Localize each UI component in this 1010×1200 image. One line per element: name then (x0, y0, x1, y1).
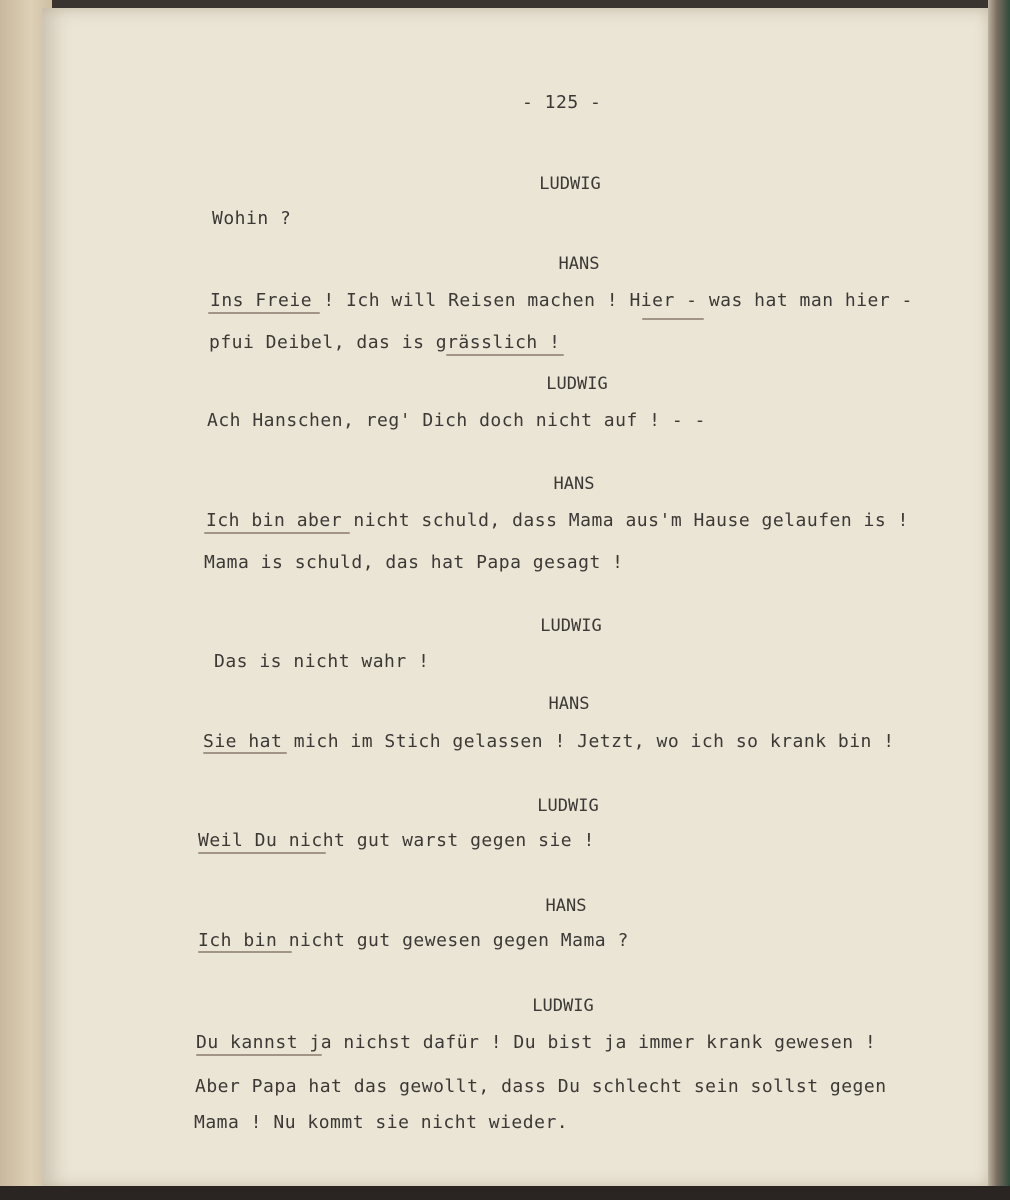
dialogue-line: Du kannst ja nichst dafür ! Du bist ja immer krank gewesen ! (196, 1032, 877, 1053)
dialogue-line: Ach Hanschen, reg' Dich doch nicht auf ! - - (207, 410, 706, 431)
speaker-name: LUDWIG (540, 616, 602, 636)
speaker-name: LUDWIG (546, 374, 608, 394)
pencil-underline (203, 752, 287, 754)
dialogue-line: Mama ! Nu kommt sie nicht wieder. (194, 1112, 569, 1133)
page-stack-edge (988, 0, 1010, 1200)
speaker-name: HANS (553, 474, 595, 494)
pencil-underline (204, 532, 350, 534)
speaker-name: LUDWIG (539, 174, 601, 194)
dialogue-line: Ich bin aber nicht schuld, dass Mama aus'm Hause gelaufen is ! (206, 510, 909, 531)
dialogue-line: pfui Deibel, das is grässlich ! (209, 332, 561, 353)
speaker-name: HANS (558, 254, 600, 274)
speaker-name: LUDWIG (532, 996, 594, 1016)
dialogue-line: Mama is schuld, das hat Papa gesagt ! (204, 552, 624, 573)
dialogue-line: Wohin ? (212, 208, 292, 229)
dialogue-line: Das is nicht wahr ! (214, 651, 430, 672)
pencil-underline (642, 318, 704, 320)
speaker-name: HANS (545, 896, 587, 916)
pencil-underline (196, 1054, 322, 1056)
bottom-edge (0, 1186, 1010, 1200)
dialogue-line: Sie hat mich im Stich gelassen ! Jetzt, wo ich so krank bin ! (203, 731, 895, 752)
dialogue-line: Ich bin nicht gut gewesen gegen Mama ? (198, 930, 629, 951)
pencil-underline (208, 312, 320, 314)
dialogue-line: Ins Freie ! Ich will Reisen machen ! Hier - was hat man hier - (210, 290, 913, 311)
dialogue-line: Aber Papa hat das gewollt, dass Du schlecht sein sollst gegen (195, 1076, 887, 1097)
speaker-name: HANS (548, 694, 590, 714)
pencil-underline (198, 852, 326, 854)
pencil-underline (446, 354, 564, 356)
dialogue-line: Weil Du nicht gut warst gegen sie ! (198, 830, 595, 851)
pencil-underline (198, 951, 292, 953)
page-number: - 125 - (522, 92, 602, 113)
speaker-name: LUDWIG (537, 796, 599, 816)
